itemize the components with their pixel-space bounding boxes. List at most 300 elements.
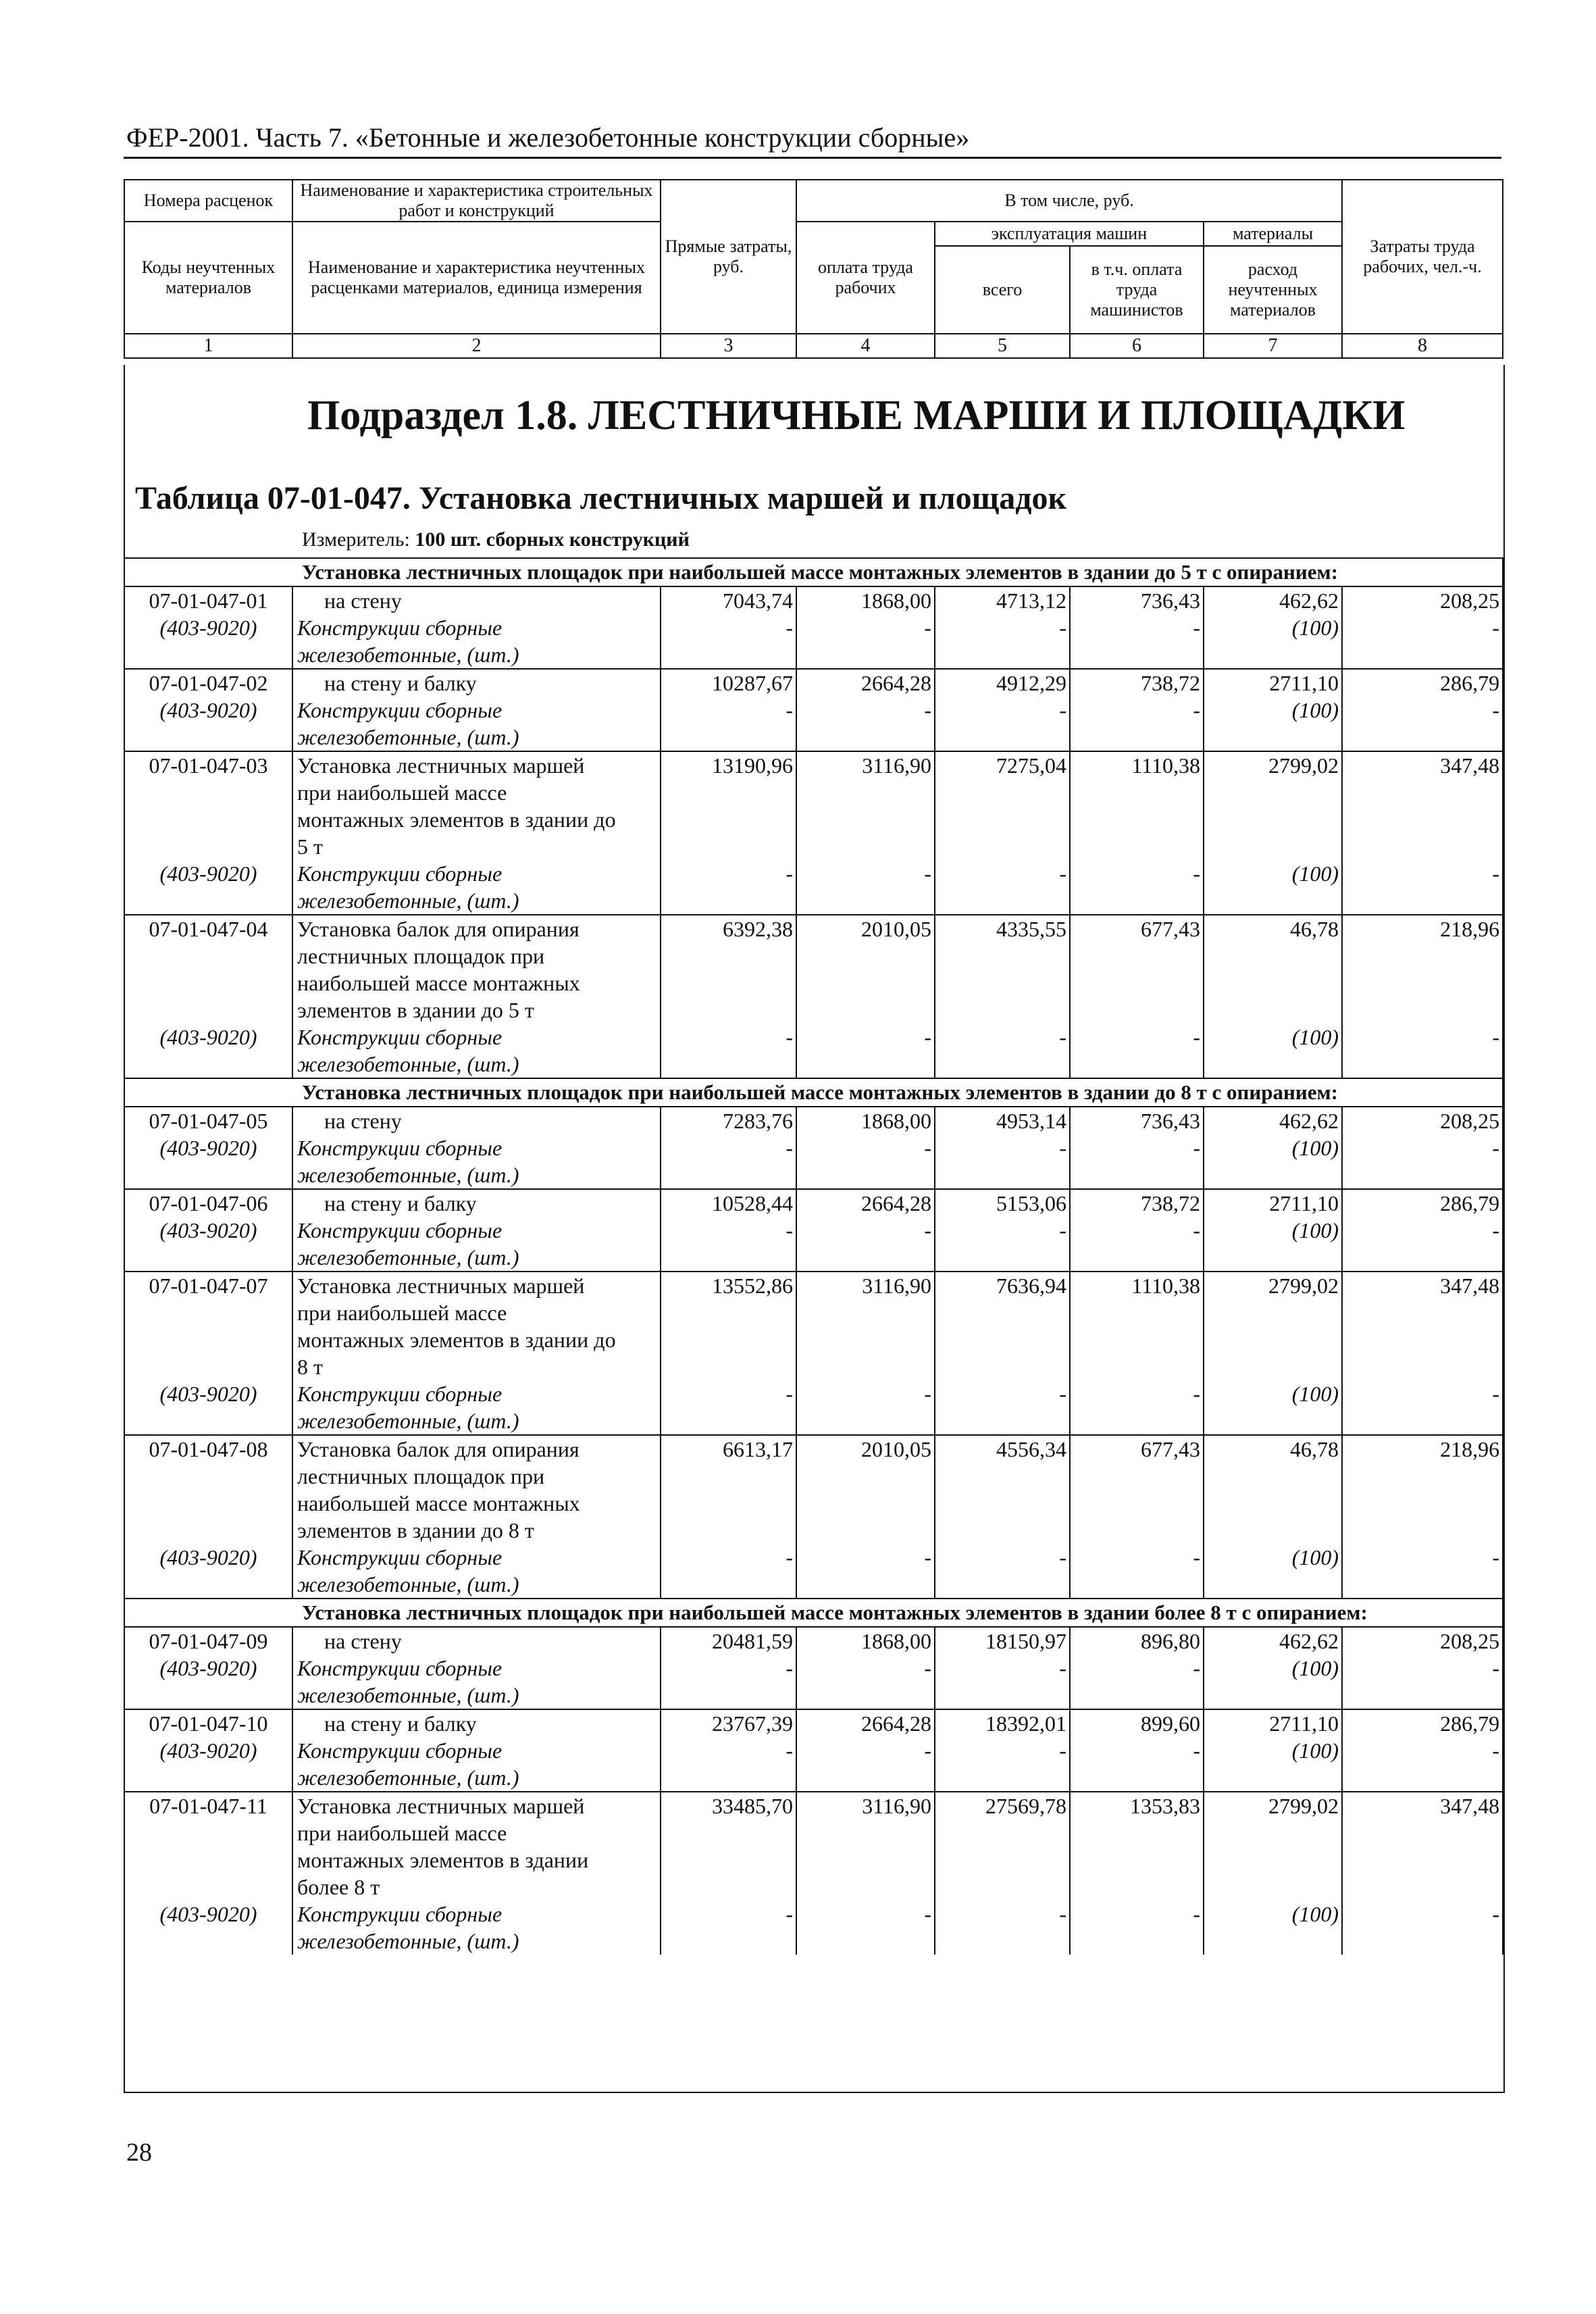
material-code-text: (403-9020) (159, 615, 257, 640)
rate-value: 738,72 (1070, 1189, 1204, 1217)
material-qty-text: (100) (1291, 1738, 1339, 1763)
col-number: 4 (796, 334, 935, 358)
rate-value: 7283,76 (661, 1107, 796, 1134)
material-qty (1204, 1217, 1342, 1272)
rate-name-line: наибольшей массе монтажных (297, 1491, 580, 1515)
group-heading: Установка лестничных площадок при наибольшей массе монтажных элементов в здании более 8 т с опиранием: (124, 1599, 1503, 1627)
rate-code: 07-01-047-04 (124, 915, 292, 1024)
materials-header: материалы (1204, 222, 1342, 246)
col-number: 7 (1204, 334, 1342, 358)
rate-row (124, 1189, 1503, 1217)
material-code (124, 1901, 292, 1955)
col6-header: в т.ч. оплата труда машинистов (1070, 246, 1204, 334)
rate-name (292, 1627, 661, 1655)
material-dash: - (796, 1544, 935, 1599)
material-name (292, 1737, 661, 1792)
material-code (124, 1380, 292, 1435)
rate-value: 736,43 (1070, 1107, 1204, 1134)
material-dash: - (935, 1217, 1070, 1272)
col1-header-top: Номера расценок (124, 180, 292, 222)
material-dash: - (1070, 1655, 1204, 1709)
material-dash: - (1342, 1544, 1503, 1599)
section-title: Подраздел 1.8. ЛЕСТНИЧНЫЕ МАРШИ И ПЛОЩАДКИ (307, 393, 1406, 438)
material-qty (1204, 1380, 1342, 1435)
material-name (292, 1655, 661, 1709)
rate-value: 4556,34 (935, 1435, 1070, 1544)
rate-value: 4713,12 (935, 586, 1070, 614)
material-name-line: Конструкции сборные (297, 1902, 503, 1926)
rate-value: 286,79 (1342, 1709, 1503, 1737)
material-qty (1204, 1024, 1342, 1078)
material-dash: - (661, 1901, 796, 1955)
material-dash: - (661, 614, 796, 669)
measure-line (302, 528, 690, 551)
rate-name-line: 5 т (297, 834, 323, 859)
rate-value: 2799,02 (1204, 1792, 1342, 1901)
material-dash: - (1070, 1217, 1204, 1272)
material-row (124, 1134, 1503, 1189)
material-dash: - (935, 1134, 1070, 1189)
material-name-line: Конструкции сборные (297, 1738, 503, 1763)
rate-row (124, 1627, 1503, 1655)
col4-header: оплата труда рабочих (796, 222, 935, 334)
col5-header: всего (935, 246, 1070, 334)
rate-name (292, 1792, 661, 1901)
material-code-text: (403-9020) (159, 1656, 257, 1680)
rates-table (124, 557, 1503, 1955)
material-code-text: (403-9020) (159, 1218, 257, 1242)
rate-code: 07-01-047-02 (124, 669, 292, 697)
material-qty-text: (100) (1291, 861, 1339, 886)
rate-name-line: более 8 т (297, 1875, 380, 1899)
rate-value: 462,62 (1204, 1107, 1342, 1134)
material-name-line: железобетонные, (шт.) (297, 1929, 519, 1953)
rate-value: 7636,94 (935, 1272, 1070, 1380)
material-dash: - (661, 860, 796, 915)
rate-name-line: на стену и балку (324, 671, 477, 695)
material-code-text: (403-9020) (159, 1902, 257, 1926)
material-dash: - (935, 1655, 1070, 1709)
rate-value: 2664,28 (796, 1709, 935, 1737)
group-heading: Установка лестничных площадок при наибольшей массе монтажных элементов в здании до 5 т с опиранием: (124, 558, 1503, 586)
material-dash: - (1070, 1134, 1204, 1189)
material-code (124, 1134, 292, 1189)
rate-value: 736,43 (1070, 586, 1204, 614)
rate-value: 46,78 (1204, 915, 1342, 1024)
material-name-line: железобетонные, (шт.) (297, 1765, 519, 1790)
material-dash: - (1342, 1380, 1503, 1435)
rate-value: 462,62 (1204, 1627, 1342, 1655)
rate-value: 7275,04 (935, 751, 1070, 860)
machines-header: эксплуатация машин (935, 222, 1204, 246)
material-qty-text: (100) (1291, 1656, 1339, 1680)
material-dash: - (796, 1737, 935, 1792)
rate-value: 462,62 (1204, 586, 1342, 614)
rate-name-line: 8 т (297, 1355, 323, 1379)
material-dash: - (1070, 860, 1204, 915)
rate-code: 07-01-047-09 (124, 1627, 292, 1655)
material-row (124, 860, 1503, 915)
material-row (124, 697, 1503, 751)
rate-name (292, 1709, 661, 1737)
col1-header-bottom: Коды неучтенных материалов (124, 222, 292, 334)
material-dash: - (796, 614, 935, 669)
material-dash: - (1070, 1380, 1204, 1435)
rate-value: 896,80 (1070, 1627, 1204, 1655)
material-dash: - (1070, 1901, 1204, 1955)
rate-value: 33485,70 (661, 1792, 796, 1901)
material-qty-text: (100) (1291, 1902, 1339, 1926)
material-name-line: Конструкции сборные (297, 1025, 503, 1049)
material-code (124, 614, 292, 669)
rate-value: 218,96 (1342, 915, 1503, 1024)
rate-row (124, 1435, 1503, 1544)
material-qty (1204, 1134, 1342, 1189)
material-dash: - (1342, 1217, 1503, 1272)
material-row (124, 1901, 1503, 1955)
rate-name-line: лестничных площадок при (297, 1464, 545, 1488)
rate-value: 1868,00 (796, 586, 935, 614)
material-code (124, 697, 292, 751)
rate-name-line: при наибольшей массе (297, 780, 507, 805)
rate-value: 286,79 (1342, 669, 1503, 697)
rate-value: 1353,83 (1070, 1792, 1204, 1901)
rate-value: 347,48 (1342, 1272, 1503, 1380)
material-name-line: железобетонные, (шт.) (297, 1409, 519, 1433)
material-dash: - (1070, 1737, 1204, 1792)
material-dash: - (935, 1901, 1070, 1955)
material-code-text: (403-9020) (159, 1025, 257, 1049)
page-header-title: ФЕР-2001. Часть 7. «Бетонные и железобетонные конструкции сборные» (126, 122, 970, 153)
material-code (124, 1655, 292, 1709)
rate-code: 07-01-047-10 (124, 1709, 292, 1737)
rate-code: 07-01-047-06 (124, 1189, 292, 1217)
rate-name-line: на стену и балку (324, 1711, 477, 1736)
material-code (124, 1737, 292, 1792)
group-heading-row (124, 1078, 1503, 1107)
rate-value: 3116,90 (796, 751, 935, 860)
incl-header: В том числе, руб. (796, 180, 1342, 222)
material-dash: - (661, 1024, 796, 1078)
material-code (124, 1024, 292, 1078)
material-qty (1204, 1737, 1342, 1792)
rate-name-line: при наибольшей массе (297, 1301, 507, 1325)
rate-value: 7043,74 (661, 586, 796, 614)
material-qty-text: (100) (1291, 698, 1339, 722)
material-qty (1204, 1901, 1342, 1955)
rate-value: 13190,96 (661, 751, 796, 860)
rate-value: 2799,02 (1204, 1272, 1342, 1380)
material-name (292, 1380, 661, 1435)
rate-name-line: на стену (324, 1109, 402, 1133)
rate-value: 23767,39 (661, 1709, 796, 1737)
material-code-text: (403-9020) (159, 1382, 257, 1406)
material-dash: - (661, 1544, 796, 1599)
material-dash: - (1342, 697, 1503, 751)
rate-value: 3116,90 (796, 1272, 935, 1380)
material-code (124, 860, 292, 915)
rate-value: 2664,28 (796, 1189, 935, 1217)
material-name-line: Конструкции сборные (297, 1136, 503, 1160)
rate-value: 6613,17 (661, 1435, 796, 1544)
material-row (124, 1380, 1503, 1435)
rate-name (292, 1107, 661, 1134)
material-dash: - (796, 1901, 935, 1955)
rate-row (124, 669, 1503, 697)
col2-header-top: Наименование и характеристика строительных работ и конструкций (292, 180, 661, 222)
rate-value: 46,78 (1204, 1435, 1342, 1544)
col-number: 5 (935, 334, 1070, 358)
rate-value: 1110,38 (1070, 1272, 1204, 1380)
material-dash: - (796, 1134, 935, 1189)
material-dash: - (1070, 614, 1204, 669)
rate-value: 738,72 (1070, 669, 1204, 697)
material-code (124, 1217, 292, 1272)
material-name-line: Конструкции сборные (297, 615, 503, 640)
material-dash: - (661, 1217, 796, 1272)
material-qty (1204, 697, 1342, 751)
rate-name-line: на стену (324, 1629, 402, 1653)
material-dash: - (1342, 860, 1503, 915)
material-row (124, 1544, 1503, 1599)
material-dash: - (935, 1737, 1070, 1792)
material-dash: - (1342, 1901, 1503, 1955)
material-dash: - (1342, 1134, 1503, 1189)
material-name (292, 1217, 661, 1272)
material-name-line: Конструкции сборные (297, 698, 503, 722)
material-dash: - (796, 1217, 935, 1272)
material-qty-text: (100) (1291, 615, 1339, 640)
material-dash: - (796, 1655, 935, 1709)
col7-header: расход неучтенных материалов (1204, 246, 1342, 334)
rate-name-line: элементов в здании до 8 т (297, 1518, 534, 1542)
rate-value: 4953,14 (935, 1107, 1070, 1134)
material-dash: - (661, 1655, 796, 1709)
material-qty-text: (100) (1291, 1218, 1339, 1242)
rate-code: 07-01-047-07 (124, 1272, 292, 1380)
col3-header: Прямые затраты, руб. (661, 180, 796, 334)
rate-row (124, 915, 1503, 1024)
rate-code: 07-01-047-08 (124, 1435, 292, 1544)
col8-header: Затраты труда рабочих, чел.-ч. (1342, 180, 1503, 334)
rate-name-line: при наибольшей массе (297, 1821, 507, 1845)
material-qty-text: (100) (1291, 1136, 1339, 1160)
measure-label: Измеритель: (302, 528, 410, 551)
material-name (292, 1901, 661, 1955)
rate-name (292, 915, 661, 1024)
group-heading: Установка лестничных площадок при наибольшей массе монтажных элементов в здании до 8 т с опиранием: (124, 1078, 1503, 1107)
material-dash: - (935, 1024, 1070, 1078)
rate-value: 1110,38 (1070, 751, 1204, 860)
material-dash: - (1342, 1737, 1503, 1792)
material-code-text: (403-9020) (159, 861, 257, 886)
material-dash: - (935, 614, 1070, 669)
rate-name-line: Установка балок для опирания (297, 1437, 580, 1461)
page-number: 28 (126, 2138, 152, 2167)
rate-value: 3116,90 (796, 1792, 935, 1901)
rate-value: 2799,02 (1204, 751, 1342, 860)
material-dash: - (935, 1380, 1070, 1435)
material-dash: - (1342, 1024, 1503, 1078)
rate-value: 677,43 (1070, 1435, 1204, 1544)
rate-value: 27569,78 (935, 1792, 1070, 1901)
rate-value: 2711,10 (1204, 1709, 1342, 1737)
col-number: 3 (661, 334, 796, 358)
rate-value: 18150,97 (935, 1627, 1070, 1655)
material-qty-text: (100) (1291, 1025, 1339, 1049)
rate-value: 4912,29 (935, 669, 1070, 697)
rate-row (124, 1107, 1503, 1134)
material-name (292, 697, 661, 751)
rate-name-line: лестничных площадок при (297, 944, 545, 968)
material-dash: - (661, 1380, 796, 1435)
rate-name-line: монтажных элементов в здании до (297, 807, 616, 832)
material-row (124, 614, 1503, 669)
material-dash: - (796, 697, 935, 751)
material-code-text: (403-9020) (159, 1545, 257, 1569)
material-dash: - (935, 697, 1070, 751)
material-name-line: железобетонные, (шт.) (297, 1683, 519, 1707)
material-dash: - (1070, 1544, 1204, 1599)
material-dash: - (796, 1024, 935, 1078)
material-name-line: Конструкции сборные (297, 1545, 503, 1569)
rate-code: 07-01-047-01 (124, 586, 292, 614)
rate-name (292, 1435, 661, 1544)
rate-row (124, 751, 1503, 860)
material-dash: - (796, 860, 935, 915)
rate-name (292, 1189, 661, 1217)
col-number: 1 (124, 334, 292, 358)
rate-value: 208,25 (1342, 586, 1503, 614)
material-dash: - (1070, 1024, 1204, 1078)
rate-name (292, 1272, 661, 1380)
rate-value: 218,96 (1342, 1435, 1503, 1544)
rate-value: 208,25 (1342, 1627, 1503, 1655)
rate-value: 899,60 (1070, 1709, 1204, 1737)
material-qty (1204, 1655, 1342, 1709)
material-dash: - (935, 860, 1070, 915)
rate-name (292, 586, 661, 614)
rate-value: 4335,55 (935, 915, 1070, 1024)
rate-code: 07-01-047-03 (124, 751, 292, 860)
material-qty (1204, 614, 1342, 669)
rate-value: 286,79 (1342, 1189, 1503, 1217)
material-name-line: железобетонные, (шт.) (297, 888, 519, 913)
material-name (292, 860, 661, 915)
rate-name-line: Установка лестничных маршей (297, 1794, 585, 1818)
group-heading-row (124, 1599, 1503, 1627)
rate-row (124, 1709, 1503, 1737)
measure-value: 100 шт. сборных конструкций (415, 528, 690, 551)
rate-name-line: Установка балок для опирания (297, 917, 580, 941)
material-name-line: Конструкции сборные (297, 1382, 503, 1406)
material-qty-text: (100) (1291, 1382, 1339, 1406)
material-code (124, 1544, 292, 1599)
material-name (292, 1024, 661, 1078)
rate-code: 07-01-047-05 (124, 1107, 292, 1134)
material-name (292, 614, 661, 669)
col-number: 8 (1342, 334, 1503, 358)
rate-value: 10528,44 (661, 1189, 796, 1217)
material-name-line: железобетонные, (шт.) (297, 725, 519, 749)
rate-name-line: элементов в здании до 5 т (297, 998, 534, 1022)
material-dash: - (661, 1737, 796, 1792)
material-dash: - (1342, 1655, 1503, 1709)
col-number: 2 (292, 334, 661, 358)
rate-value: 18392,01 (935, 1709, 1070, 1737)
material-code-text: (403-9020) (159, 1738, 257, 1763)
material-qty-text: (100) (1291, 1545, 1339, 1569)
material-dash: - (661, 1134, 796, 1189)
header-rule (124, 157, 1501, 159)
rate-row (124, 1272, 1503, 1380)
material-qty (1204, 860, 1342, 915)
rate-name-line: наибольшей массе монтажных (297, 971, 580, 995)
rate-value: 1868,00 (796, 1627, 935, 1655)
rate-value: 2711,10 (1204, 1189, 1342, 1217)
rate-name-line: Установка лестничных маршей (297, 753, 585, 778)
material-name-line: железобетонные, (шт.) (297, 1052, 519, 1076)
rate-name-line: монтажных элементов в здании до (297, 1328, 616, 1352)
rate-value: 2010,05 (796, 915, 935, 1024)
rate-name (292, 669, 661, 697)
group-heading-row (124, 558, 1503, 586)
material-name-line: железобетонные, (шт.) (297, 1245, 519, 1269)
rate-row (124, 586, 1503, 614)
rate-value: 13552,86 (661, 1272, 796, 1380)
material-code-text: (403-9020) (159, 698, 257, 722)
rate-value: 5153,06 (935, 1189, 1070, 1217)
rate-row (124, 1792, 1503, 1901)
material-dash: - (1070, 697, 1204, 751)
material-row (124, 1024, 1503, 1078)
rate-name-line: монтажных элементов в здании (297, 1848, 589, 1872)
material-dash: - (796, 1380, 935, 1435)
material-dash: - (1342, 614, 1503, 669)
material-name-line: Конструкции сборные (297, 1656, 503, 1680)
material-name-line: железобетонные, (шт.) (297, 1163, 519, 1187)
material-name (292, 1544, 661, 1599)
material-row (124, 1655, 1503, 1709)
material-name-line: Конструкции сборные (297, 861, 503, 886)
rate-value: 2010,05 (796, 1435, 935, 1544)
table-title: Таблица 07-01-047. Установка лестничных маршей и площадок (135, 480, 1067, 516)
rate-value: 6392,38 (661, 915, 796, 1024)
material-name-line: Конструкции сборные (297, 1218, 503, 1242)
rate-name-line: на стену и балку (324, 1191, 477, 1215)
rate-code: 07-01-047-11 (124, 1792, 292, 1901)
rate-name-line: на стену (324, 588, 402, 613)
rate-value: 347,48 (1342, 1792, 1503, 1901)
material-row (124, 1737, 1503, 1792)
material-row (124, 1217, 1503, 1272)
rate-value: 2664,28 (796, 669, 935, 697)
material-name-line: железобетонные, (шт.) (297, 1572, 519, 1596)
material-dash: - (935, 1544, 1070, 1599)
rate-value: 677,43 (1070, 915, 1204, 1024)
material-code-text: (403-9020) (159, 1136, 257, 1160)
rate-value: 347,48 (1342, 751, 1503, 860)
rate-value: 208,25 (1342, 1107, 1503, 1134)
column-header-table (124, 179, 1503, 359)
rate-value: 2711,10 (1204, 669, 1342, 697)
rate-value: 1868,00 (796, 1107, 935, 1134)
material-name-line: железобетонные, (шт.) (297, 643, 519, 667)
rate-value: 10287,67 (661, 669, 796, 697)
col2-header-bottom: Наименование и характеристика неучтенных расценками материалов, единица измерения (292, 222, 661, 334)
rate-value: 20481,59 (661, 1627, 796, 1655)
col-number: 6 (1070, 334, 1204, 358)
